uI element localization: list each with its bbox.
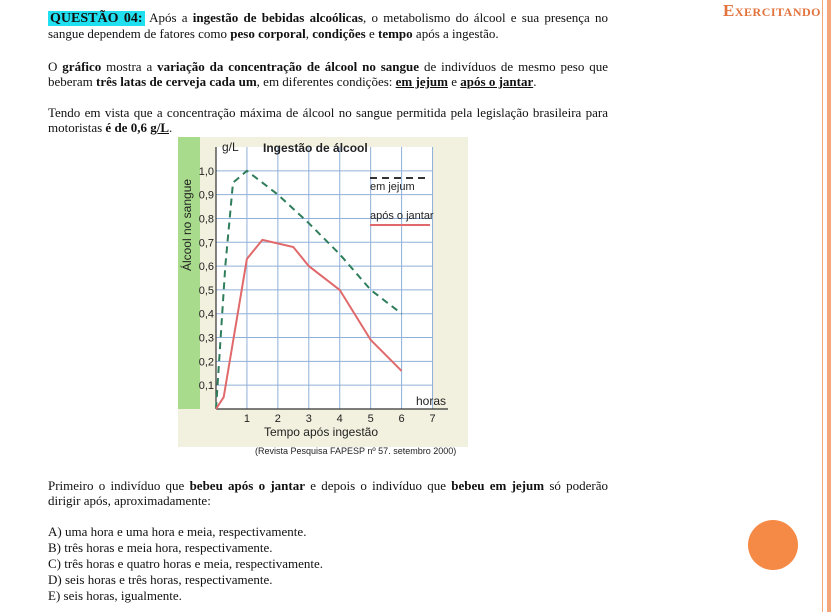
y-tick-label: 0,4	[198, 308, 214, 321]
right-border-inner	[822, 0, 823, 612]
y-tick-label: 0,1	[198, 380, 214, 393]
p4-text-4: bebeu em jejum	[451, 478, 545, 493]
question-prompt	[48, 478, 608, 508]
p1-text-2: ingestão de bebidas alcoólicas	[192, 10, 364, 25]
chart-title: Ingestão de álcool	[263, 141, 368, 155]
y-tick-label: 0,3	[198, 332, 214, 345]
p2-text-9: e	[448, 74, 461, 89]
p2-text-4: variação da concentração de álcool no sangue	[157, 59, 420, 74]
x-tick-label: 5	[367, 413, 374, 425]
decorative-circle	[748, 520, 798, 570]
option-d[interactable]: D) seis horas e três horas, respectivamente.	[48, 572, 273, 587]
p4-text-2: bebeu após o jantar	[189, 478, 305, 493]
alcohol-chart	[178, 137, 468, 457]
x-unit-label: horas	[416, 394, 447, 408]
right-border-outer	[827, 0, 831, 612]
y-tick-label: 0,8	[198, 213, 214, 226]
p4-text-3: e depois o indivíduo que	[304, 478, 452, 493]
x-tick-label: 6	[398, 413, 405, 425]
p3-text-3: g/L	[150, 120, 169, 135]
y-tick-label: 0,5	[198, 284, 214, 297]
p1-text-1: Após a	[144, 10, 193, 25]
y-tick-label: 0,2	[198, 356, 214, 369]
p2-text-3: mostra a	[101, 59, 158, 74]
x-tick-label: 3	[305, 413, 312, 425]
p3-text-4: .	[169, 120, 173, 135]
chart-source: (Revista Pesquisa FAPESP nº 57. setembro 2000)	[255, 446, 457, 456]
p1-text-7: e	[365, 26, 378, 41]
p1-text-5: ,	[305, 26, 313, 41]
p4-text-5: só poderão dirigir após, aproximadamente:	[48, 478, 608, 508]
p2-text-7: , em diferentes condições:	[256, 74, 396, 89]
y-tick-label: 0,9	[198, 189, 214, 202]
p1-text-9: após a ingestão.	[412, 26, 499, 41]
ylabel-band	[178, 137, 200, 409]
p2-text-10: após o jantar	[460, 74, 534, 89]
p1-text-4: peso corporal	[230, 26, 306, 41]
p2-text-8: em jejum	[395, 74, 448, 89]
header-tag: Exercitando	[723, 1, 821, 20]
y-tick-label: 0,6	[198, 261, 214, 274]
x-tick-label: 4	[336, 413, 343, 425]
p2-text-2: gráfico	[62, 59, 102, 74]
x-axis-label: Tempo após ingestão	[263, 425, 379, 439]
legend-label-0: em jejum	[370, 181, 415, 193]
option-b[interactable]: B) três horas e meia hora, respectivamente.	[48, 540, 273, 555]
question-legal-limit	[48, 105, 608, 135]
p3-text-1: Tendo em vista que a concentração máxima de álcool no sangue permitida pela legislação brasileira para motoristas	[48, 105, 608, 135]
p1-text-6: condições	[312, 26, 366, 41]
y-axis-label: Álcool no sangue	[180, 178, 194, 272]
p3-text-2: é de 0,6	[105, 120, 151, 135]
p4-text-1: Primeiro o indivíduo que	[48, 478, 190, 493]
x-tick-label: 2	[274, 413, 281, 425]
legend-label-1: após o jantar	[370, 210, 434, 222]
option-a[interactable]: A) uma hora e uma hora e meia, respectivamente.	[48, 524, 307, 539]
option-c[interactable]: C) três horas e quatro horas e meia, respectivamente.	[48, 556, 324, 571]
question-graph-description	[48, 59, 608, 89]
p1-text-8: tempo	[378, 26, 413, 41]
option-e[interactable]: E) seis horas, igualmente.	[48, 588, 182, 603]
question-intro	[48, 10, 608, 41]
y-tick-label: 1,0	[198, 165, 214, 178]
p2-text-5: de indivíduos de mesmo peso que beberam	[48, 59, 609, 89]
question-label: QUESTÃO 04:	[50, 11, 143, 26]
x-tick-label: 1	[243, 413, 250, 425]
p1-text-3: , o metabolismo do álcool e sua presença no sangue dependem de fatores como	[48, 10, 609, 41]
x-tick-label: 7	[429, 413, 436, 425]
y-unit-label: g/L	[222, 140, 239, 154]
p2-text-1: O	[48, 59, 63, 74]
y-tick-label: 0,7	[198, 237, 214, 250]
p2-text-6: três latas de cerveja cada um	[96, 74, 257, 89]
p2-text-11: .	[533, 74, 537, 89]
